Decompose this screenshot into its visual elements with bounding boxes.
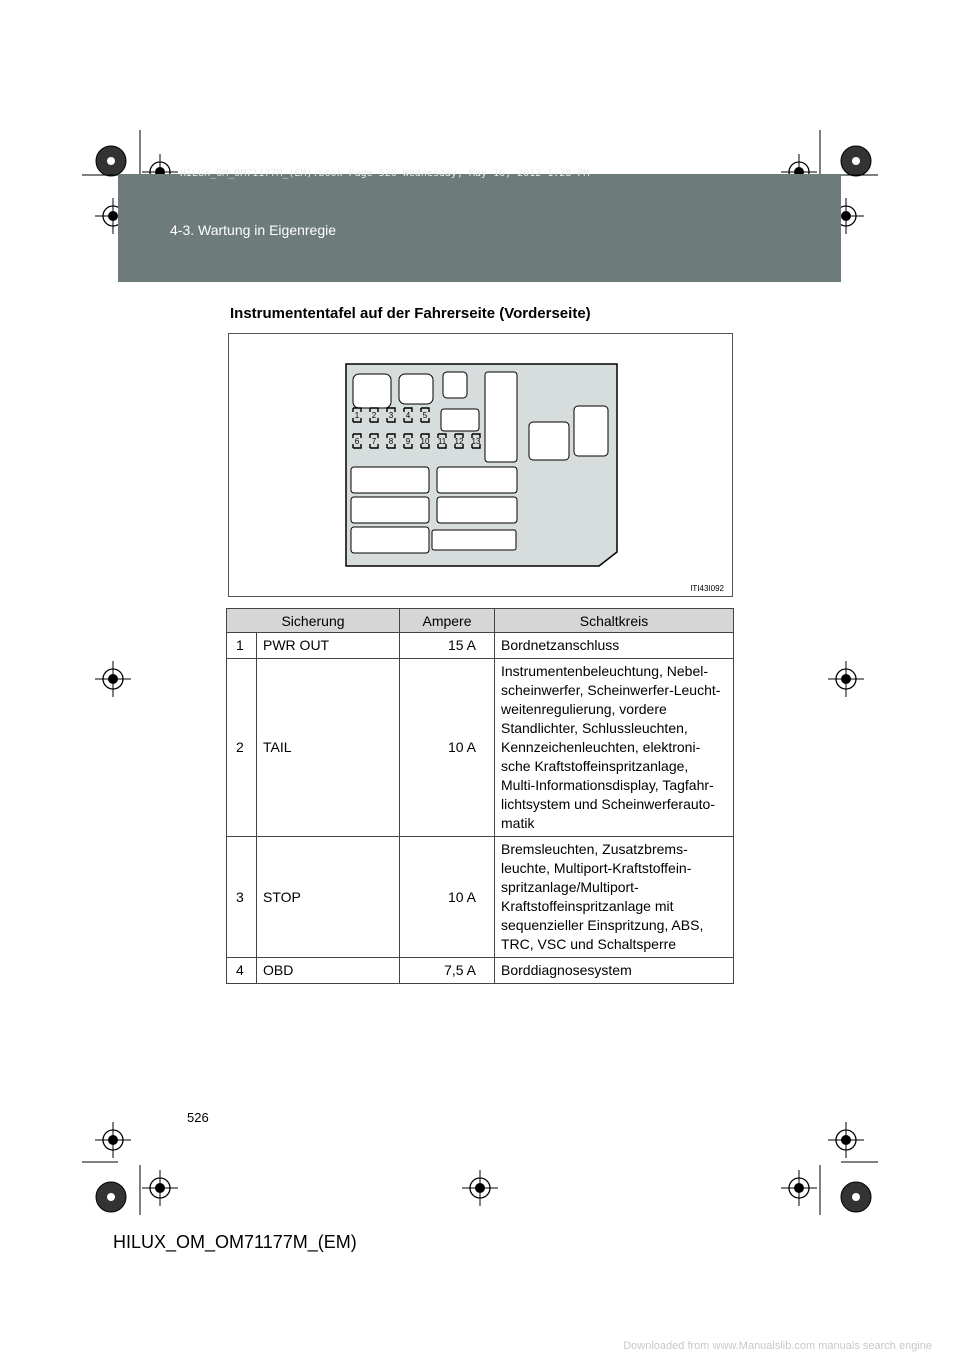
page-heading: Instrumententafel auf der Fahrerseite (Vorderseite) — [230, 305, 591, 322]
fuse-number-label: 5 — [422, 411, 428, 420]
fuse-circuit: Bordnetzanschluss — [495, 633, 734, 659]
fuse-number-label: 13 — [471, 437, 481, 446]
header-ampere: Ampere — [400, 609, 495, 633]
fuse-ampere: 15 A — [400, 633, 495, 659]
document-code: HILUX_OM_OM71177M_(EM) — [113, 1232, 357, 1252]
fuse-number-label: 1 — [354, 411, 360, 420]
fuse-number: 3 — [227, 837, 257, 958]
fuse-box-diagram — [229, 334, 732, 596]
table-row — [227, 633, 734, 659]
fuse-number: 1 — [227, 633, 257, 659]
table-row — [227, 837, 734, 958]
header-fuse: Sicherung — [227, 609, 400, 633]
fuse-number-label: 4 — [405, 411, 411, 420]
fuse-number: 4 — [227, 958, 257, 984]
fuse-name: TAIL — [257, 659, 400, 837]
fuse-number-label: 2 — [371, 411, 377, 420]
fuse-ampere: 10 A — [400, 659, 495, 837]
fuse-number-label: 6 — [354, 437, 360, 446]
book-stamp: HILUX_OM_OM71177M_(EM).book Page 526 Wednesday, May 16, 2012 1:28 PM — [180, 168, 590, 179]
section-title: 4-3. Wartung in Eigenregie — [170, 222, 337, 238]
fuse-name: OBD — [257, 958, 400, 984]
fuse-circuit: Borddiagnosesystem — [495, 958, 734, 984]
header-circuit: Schaltkreis — [495, 609, 734, 633]
fuse-circuit: Bremsleuchten, Zusatzbrems- leuchte, Multiport-Kraftstoffein- spritzanlage/Multiport- Kraftstoffeinspritzanlage mit sequenzieller Einspritzung, ABS, TRC, VSC und Schaltsperre — [495, 837, 734, 958]
fuse-number-label: 7 — [371, 437, 377, 446]
fuse-number-label: 10 — [420, 437, 430, 446]
fuse-circuit: Instrumentenbeleuchtung, Nebel- scheinwerfer, Scheinwerfer-Leucht- weitenregulierung, vordere Standlichter, Schlussleuchten, Kennzeichenleuchten, elektroni- sche Kraftstoffeinspritzanlage, Multi-Informationsdisplay, Tagfahr- lichtsystem und Scheinwerferauto- matik — [495, 659, 734, 837]
fuse-number-label: 3 — [388, 411, 394, 420]
fuse-table — [226, 608, 734, 984]
table-row — [227, 958, 734, 984]
fuse-number-label: 11 — [437, 437, 447, 446]
fuse-number: 2 — [227, 659, 257, 837]
fuse-ampere: 10 A — [400, 837, 495, 958]
footer-watermark: Downloaded from www.Manualslib.com manuals search engine — [623, 1340, 932, 1352]
fuse-ampere: 7,5 A — [400, 958, 495, 984]
fuse-name: STOP — [257, 837, 400, 958]
fuse-number-label: 12 — [454, 437, 464, 446]
page-number: 526 — [187, 1110, 209, 1125]
fuse-name: PWR OUT — [257, 633, 400, 659]
fuse-number-label: 9 — [405, 437, 411, 446]
table-row — [227, 659, 734, 837]
figure-code: ITI43I092 — [690, 584, 724, 593]
fuse-box-figure — [228, 333, 733, 597]
table-header-row — [227, 609, 734, 633]
fuse-number-label: 8 — [388, 437, 394, 446]
